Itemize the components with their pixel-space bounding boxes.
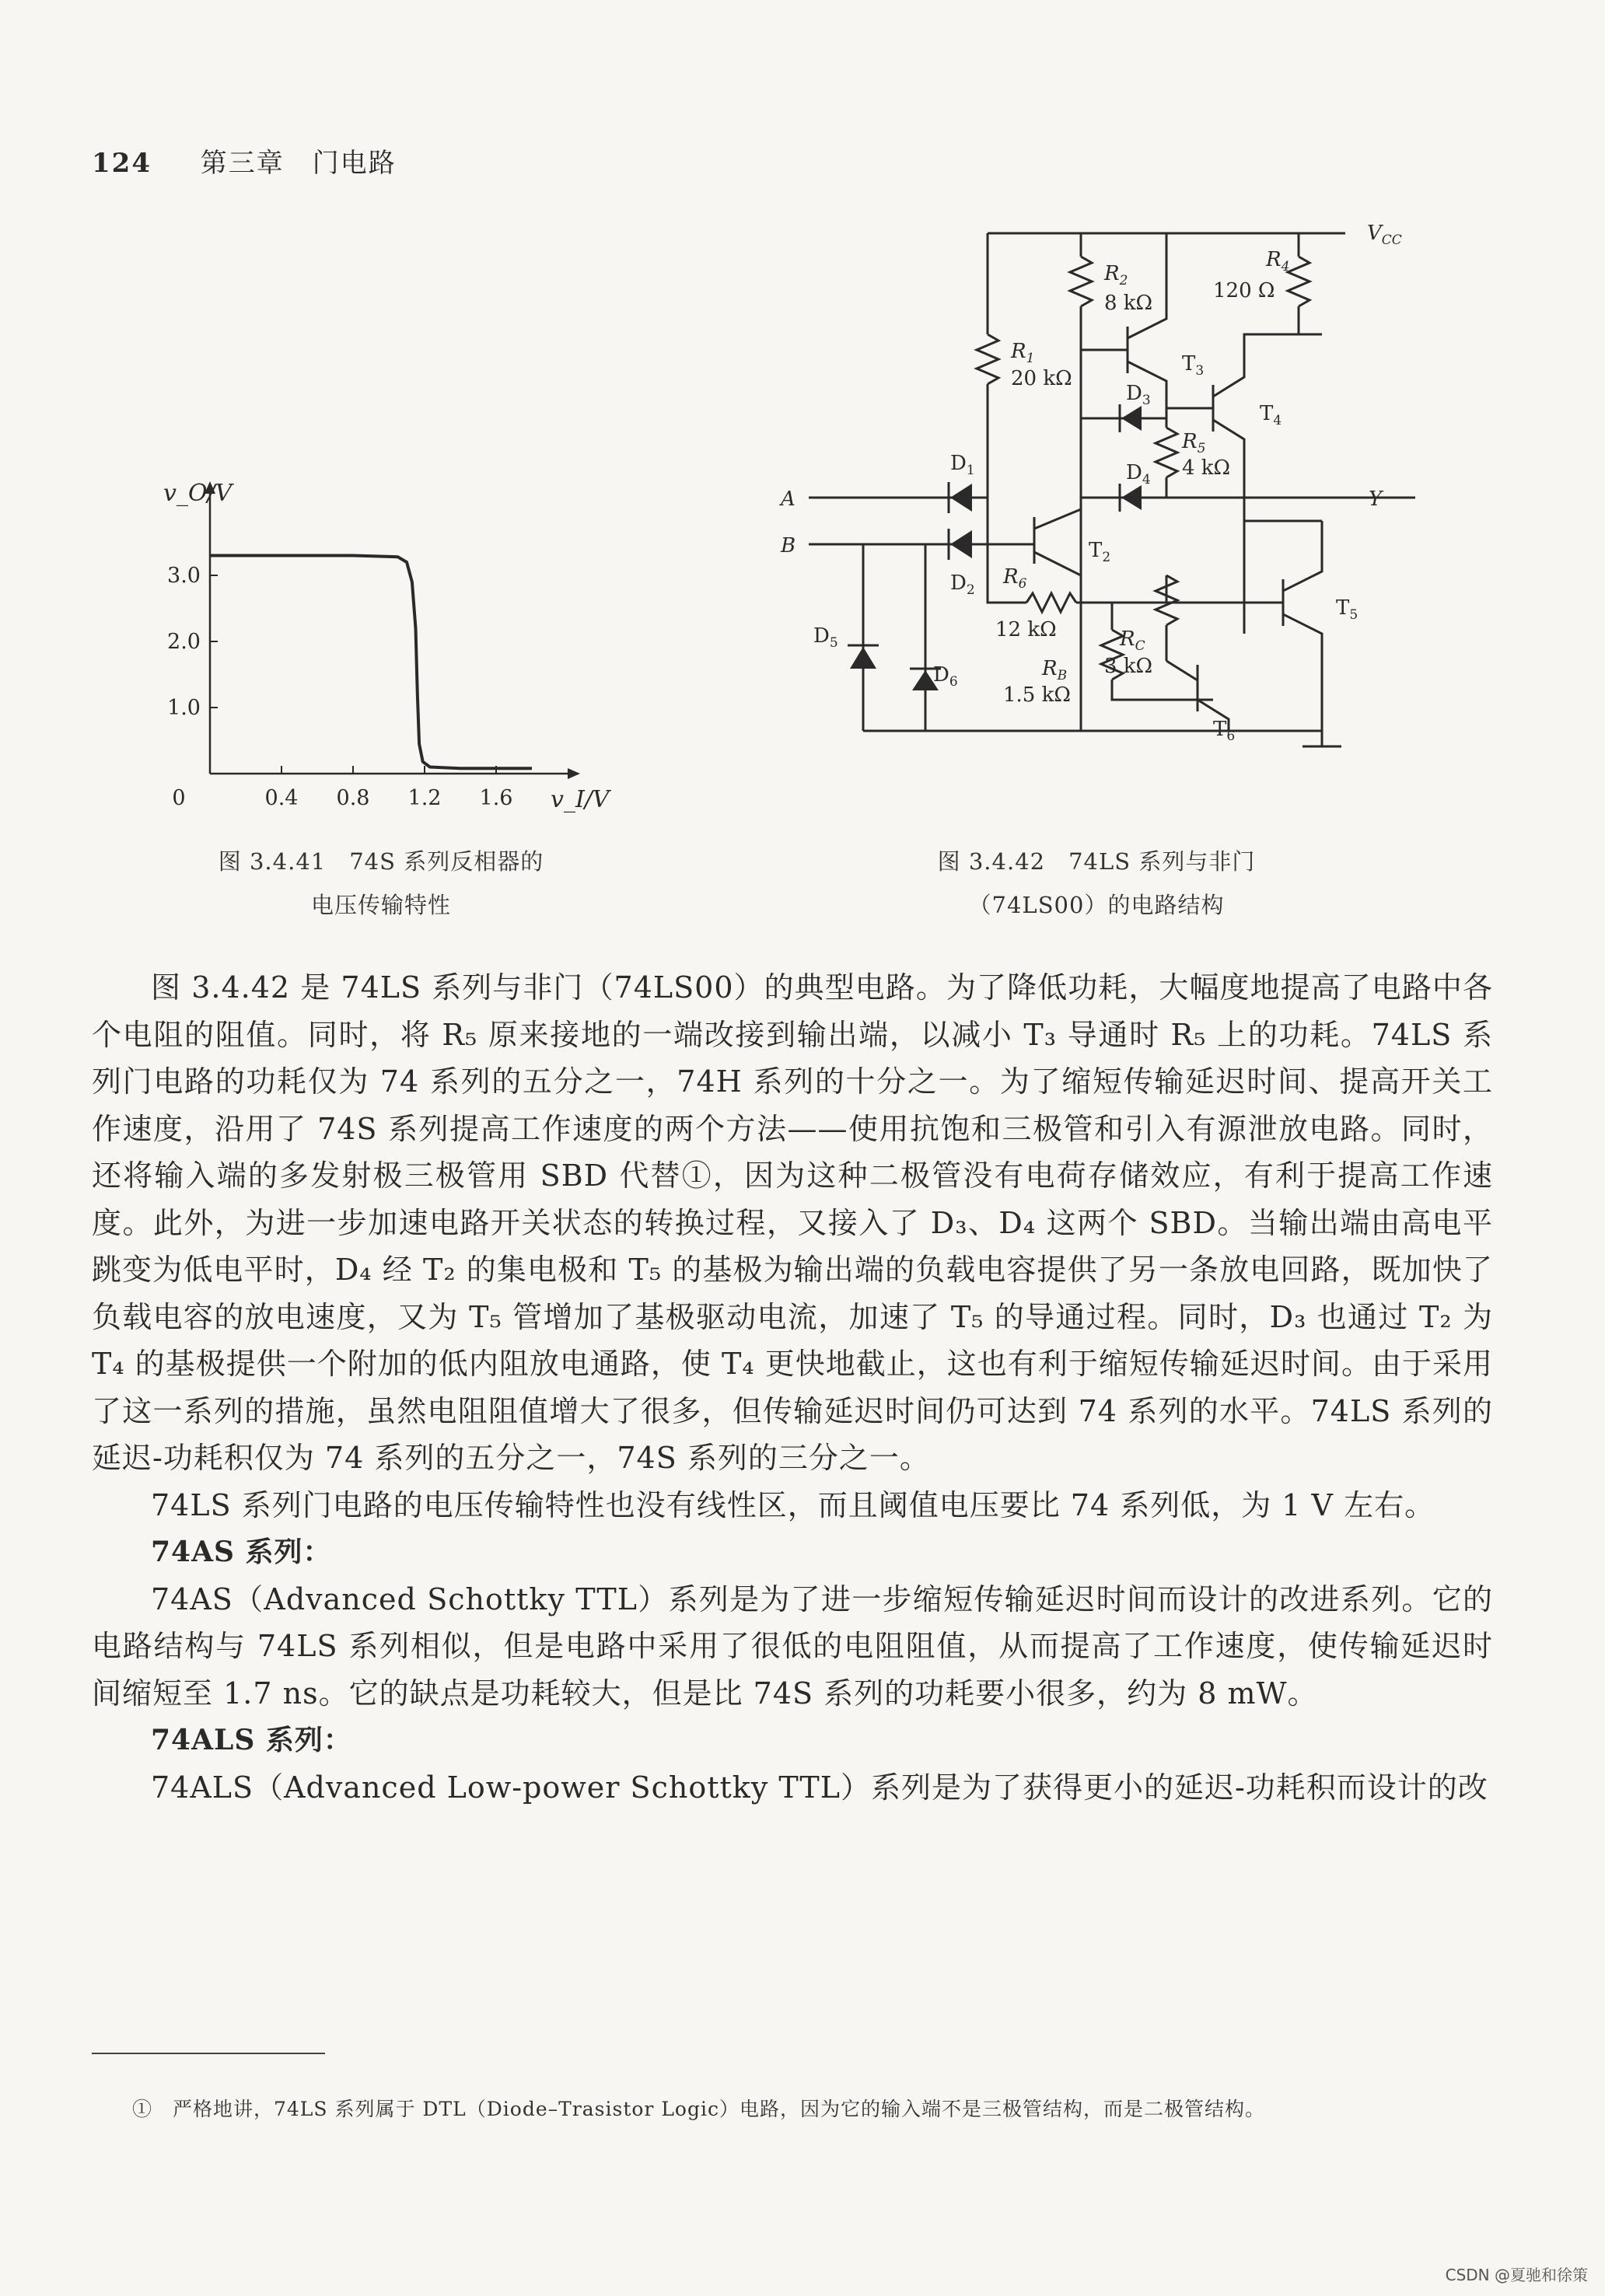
label-d2: $D_2$ — [950, 571, 975, 598]
label-r1-val: 20 kΩ — [1011, 367, 1072, 390]
label-r5-val: 4 kΩ — [1182, 456, 1231, 480]
label-r4: $R_4$ — [1266, 248, 1290, 274]
chart-xlabel: v_I/V — [551, 786, 610, 813]
label-input-b: B — [781, 534, 796, 557]
page-header — [92, 142, 397, 180]
label-rb-val: 1.5 kΩ — [1003, 683, 1071, 707]
figure-caption-left — [179, 840, 583, 927]
paragraph-3: 74AS（Advanced Schottky TTL）系列是为了进一步缩短传输延迟时间而设计的改进系列。它的电路结构与 74LS 系列相似，但是电路中采用了很低的电阻阻值，从而提高了工作速度，使传输延迟时间缩短至 1.7 ns。它的缺点是功耗较大，但是比 74S 系列的功耗要小很多，约为 8 mW。 — [92, 1581, 1493, 1711]
chapter-title: 第三章 门电路 — [200, 148, 397, 179]
label-rc-val: 3 kΩ — [1104, 655, 1153, 678]
figure-caption-right — [863, 840, 1330, 927]
label-r6: $R_6$ — [1003, 565, 1027, 592]
heading-74als: 74ALS 系列： — [151, 1724, 352, 1756]
caption-right-line2: （74LS00）的电路结构 — [968, 892, 1225, 918]
label-r2-val: 8 kΩ — [1104, 292, 1153, 315]
vtc-chart — [140, 467, 622, 824]
label-d1: $D_1$ — [950, 452, 975, 478]
footnote: ① 严格地讲，74LS 系列属于 DTL（Diode–Trasistor Logic）电路，因为它的输入端不是三极管结构，而是二极管结构。 — [132, 2098, 1265, 2120]
chart-x-arrow — [568, 768, 580, 779]
watermark: CSDN @夏驰和徐策 — [1445, 2266, 1588, 2284]
chart-ylabel: v_O/V — [163, 480, 233, 507]
label-r6-val: 12 kΩ — [995, 618, 1057, 641]
label-d3: $D_3$ — [1126, 382, 1151, 408]
caption-right-line1: 图 3.4.42 74LS 系列与非门 — [937, 848, 1256, 875]
page-number: 124 — [92, 148, 152, 179]
chart-y-tick-label: 2.0 — [167, 630, 201, 654]
label-d6: $D_6$ — [933, 663, 958, 690]
chart-x-tick-label: 0 — [172, 786, 186, 810]
circuit-diagram — [747, 210, 1446, 832]
paragraph-1: 图 3.4.42 是 74LS 系列与非门（74LS00）的典型电路。为了降低功耗，大幅度地提高了电路中各个电阻的阻值。同时，将 R₅ 原来接地的一端改接到输出端，以减小 T₃ 导通时 R₅ 上的功耗。74LS 系列门电路的功耗仅为 74 系列的五分之一，74H 系列的十分之一。为了缩短传输延迟时间、提高开关工作速度，沿用了 74S 系列提高工作速度的两个方法——使用抗饱和三极管和引入有源泄放电路。同时，还将输入端的多发射极三极管用 SBD 代替①，因为这种二极管没有电荷存储效应，有利于提高工作速度。此外，为进一步加速电路开关状态的转换过程，又接入了 D₃、D₄ 这两个 SBD。当输出端由高电平跳变为低电平时，D₄ 经 T₂ 的集电极和 T₅ 的基极为输出端的负载电容提供了另一条放电回路，既加快了负载电容的放电速度，又为 T₅ 管增加了基极驱动电流，加速了 T₅ 的导通过程。同时，D₃ 也通过 T₂ 为 T₄ 的基极提供一个附加的低内阻放电通路，使 T₄ 更快地截止，这也有利于缩短传输延迟时间。由于采用了这一系列的措施，虽然电阻阻值增大了很多，但传输延迟时间仍可达到 74 系列的水平。74LS 系列的延迟-功耗积仅为 74 系列的五分之一，74S 系列的三分之一。 — [92, 970, 1493, 1475]
label-r4-val: 120 Ω — [1213, 279, 1275, 302]
label-output-y: Y — [1369, 488, 1383, 511]
label-input-a: A — [781, 488, 796, 511]
chart-x-tick-label: 0.8 — [336, 786, 370, 810]
chart-x-tick-label: 1.2 — [407, 786, 442, 810]
caption-left-line2: 电压传输特性 — [310, 892, 451, 918]
paragraph-2: 74LS 系列门电路的电压传输特性也没有线性区，而且阈值电压要比 74 系列低，为 1 V 左右。 — [151, 1487, 1435, 1522]
label-t4: $T_4$ — [1260, 402, 1282, 428]
heading-74as: 74AS 系列： — [151, 1536, 332, 1568]
label-r2: $R_2$ — [1104, 262, 1128, 288]
caption-left-line1: 图 3.4.41 74S 系列反相器的 — [218, 848, 544, 875]
chart-series-line — [210, 556, 532, 769]
label-t5: $T_5$ — [1336, 596, 1358, 623]
label-t3: $T_3$ — [1182, 352, 1205, 379]
chart-x-tick-label: 0.4 — [264, 786, 299, 810]
label-rc: $R_C$ — [1120, 627, 1145, 654]
label-t2: $T_2$ — [1089, 539, 1111, 565]
label-r1: $R_1$ — [1011, 340, 1035, 366]
label-d4: $D_4$ — [1126, 461, 1151, 488]
label-t6: $T_6$ — [1213, 718, 1236, 744]
paragraph-4: 74ALS（Advanced Low-power Schottky TTL）系列是为了获得更小的延迟-功耗积而设计的改 — [151, 1770, 1488, 1805]
chart-y-tick-label: 1.0 — [167, 696, 201, 720]
footnote-divider — [92, 2053, 325, 2054]
label-r5: $R_5$ — [1182, 430, 1206, 456]
chart-y-tick-label: 3.0 — [167, 564, 201, 588]
label-rb: $R_B$ — [1042, 657, 1068, 683]
label-d5: $D_5$ — [813, 624, 838, 651]
chart-x-tick-label: 1.6 — [479, 786, 513, 810]
body-text — [92, 964, 1493, 1811]
label-vcc: $V_{CC}$ — [1367, 222, 1402, 248]
